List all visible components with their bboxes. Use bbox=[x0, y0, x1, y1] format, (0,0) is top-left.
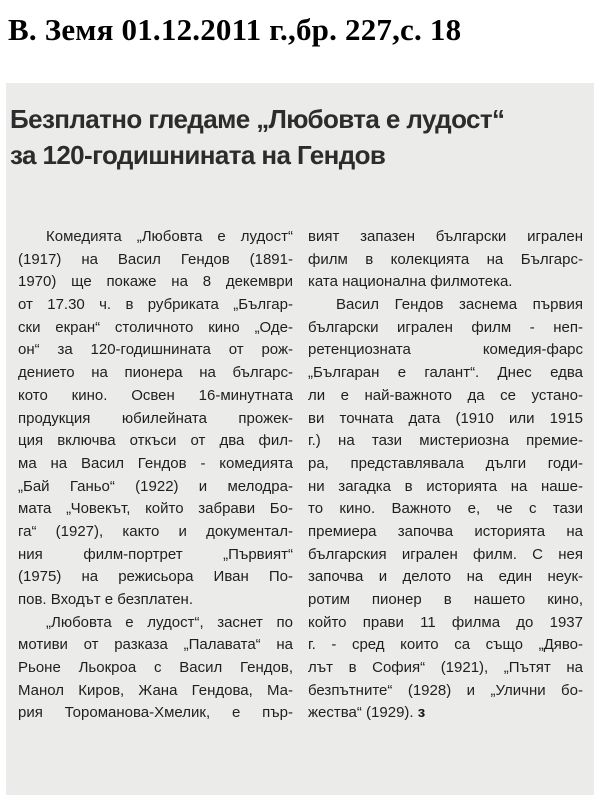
article-line: продукция юбилейната прожек- bbox=[18, 409, 293, 427]
newspaper-clipping bbox=[6, 83, 594, 795]
article-line: (1975) на режисьора Иван По- bbox=[18, 568, 293, 586]
article-line: „Българан е галант“. Днес едва bbox=[308, 364, 583, 382]
article-line: то кино. Важното е, че с тази bbox=[308, 500, 583, 518]
article-column-right bbox=[308, 226, 583, 725]
article-line: ма на Васил Гендов - комедията bbox=[18, 454, 293, 472]
article-line: мотиви от разказа „Палавата“ на bbox=[18, 636, 293, 654]
source-citation: В. Земя 01.12.2011 г.,бр. 227,с. 18 bbox=[8, 12, 462, 47]
article-line: ротим пионер в нашето кино, bbox=[308, 591, 583, 608]
article-line: ви точната дата (1910 или 1915 bbox=[308, 409, 583, 427]
article-line: ния филм-портрет „Първият“ bbox=[18, 545, 293, 563]
article-line: г. - сред които са също „Дяво- bbox=[308, 636, 583, 654]
article-line: лът в София“ (1921), „Пътят на bbox=[308, 659, 583, 677]
article-line: Манол Киров, Жана Гендова, Ма- bbox=[18, 681, 293, 699]
article-line: дението на пионера на българс- bbox=[18, 364, 293, 382]
article-line: г.) на тази мистериозна премие- bbox=[308, 432, 583, 450]
article-line: започва и делото на един неук- bbox=[308, 568, 583, 586]
article-line: българския игрален филм. С нея bbox=[308, 545, 583, 563]
article-column-left bbox=[18, 226, 293, 725]
article-line: 1970) ще покаже на 8 декември bbox=[18, 273, 293, 291]
article-line: ретенциозната комедия-фарс bbox=[308, 341, 583, 359]
article-line: (1917) на Васил Гендов (1891- bbox=[18, 250, 293, 268]
article-line: кото кино. Освен 16-минутната bbox=[18, 386, 293, 404]
article-line: га“ (1927), както и документал- bbox=[18, 522, 293, 540]
article-headline bbox=[10, 101, 590, 173]
article-line: безпътните“ (1928) и „Улични бо- bbox=[308, 681, 583, 699]
article-line: премиера започва историята на bbox=[308, 522, 583, 540]
article-line: български игрален филм - неп- bbox=[308, 318, 583, 336]
article-line: пов. Входът е безплатен. bbox=[18, 591, 193, 608]
article-line: ски екран“ столичното кино „Оде- bbox=[18, 318, 293, 336]
end-of-article-mark: з bbox=[417, 704, 426, 722]
article-line: вият запазен български игрален bbox=[308, 228, 583, 245]
article-line: рия Тороманова-Хмелик, е пър- bbox=[18, 704, 293, 722]
article-line: ция включва откъси от два фил- bbox=[18, 432, 293, 450]
article-line: ни загадка в историята на наше- bbox=[308, 477, 583, 495]
article-line: мата „Човекът, който забрави Бо- bbox=[18, 500, 293, 518]
headline-line-2: за 120-годишнината на Гендов bbox=[10, 140, 386, 170]
article-line bbox=[308, 702, 583, 725]
article-line: който прави 11 филма до 1937 bbox=[308, 613, 583, 631]
article-line: ката национална филмотека. bbox=[308, 273, 513, 291]
article-line: ра, представлявала дълги годи- bbox=[308, 454, 583, 472]
article-line: Рьоне Льокроа с Васил Гендов, bbox=[18, 659, 293, 677]
article-line: он“ за 120-годишнината от рож- bbox=[18, 341, 293, 359]
article-line: „Любовта е лудост“, заснет по bbox=[46, 613, 293, 631]
article-line: Васил Гендов заснема първия bbox=[336, 296, 583, 314]
article-line: „Бай Ганьо“ (1922) и мелодра- bbox=[18, 477, 293, 495]
headline-line-1: Безплатно гледаме „Любовта е лудост“ bbox=[10, 104, 505, 134]
article-line-text: жества“ (1929). bbox=[308, 704, 414, 722]
article-line: Комедията „Любовта е лудост“ bbox=[46, 228, 293, 245]
article-line: ли е най-важното да се устано- bbox=[308, 386, 583, 404]
article-line: филм в колекцията на Българс- bbox=[308, 250, 583, 268]
article-line: от 17.30 ч. в рубриката „Българ- bbox=[18, 296, 293, 314]
